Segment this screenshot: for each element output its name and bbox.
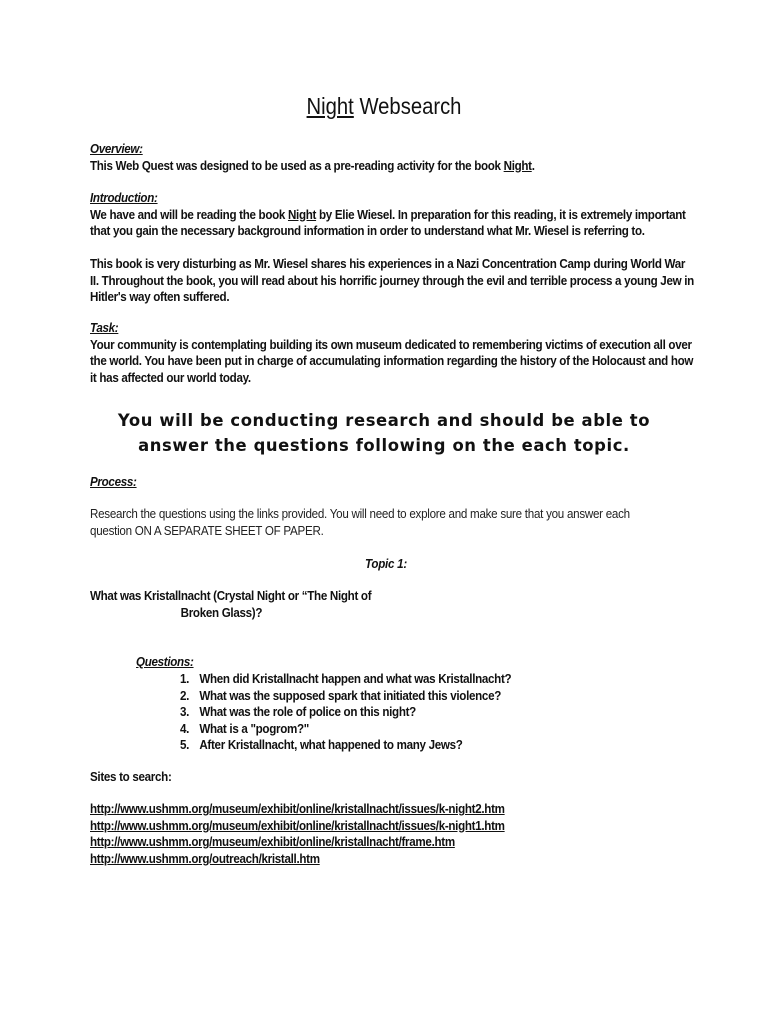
topic-heading-line-2: Broken Glass)? [180,604,263,620]
overview-book-name: Night [503,157,532,173]
research-callout [0,408,768,458]
task-section [90,320,768,386]
overview-section [90,141,768,174]
introduction-para2-line-1: This book is very disturbing as Mr. Wiesel shares his experiences in a Nazi Concentration Camp during World War [90,256,686,271]
site-link[interactable]: http://www.ushmm.org/museum/exhibit/online/kristallnacht/issues/k-night1.htm [90,817,505,833]
introduction-para2-line-3: Hitler's way often suffered. [90,289,230,304]
topic-heading-line-1: What was Kristallnacht (Crystal Night or “The Night of [90,588,372,603]
introduction-section [90,190,768,306]
site-link[interactable]: http://www.ushmm.org/museum/exhibit/online/kristallnacht/issues/k-night2.htm [90,801,505,816]
questions-section [136,654,768,671]
process-text [90,506,703,539]
process-label: Process: [90,474,137,489]
question-item: 5. After Kristallnacht, what happened to many Jews? [180,737,463,752]
sites-label: Sites to search: [90,769,172,784]
page-title [0,93,768,120]
task-line-1: Your community is contemplating building its own museum dedicated to remembering victims of execution all over [90,336,692,352]
process-line-1: Research the questions using the links provided. You will need to explore and make sure that you answer each [90,506,630,521]
sites-links [90,801,768,867]
question-item: 1. When did Kristallnacht happen and what was Kristallnacht? [180,671,512,686]
questions-list [180,671,556,754]
spacer [90,240,694,257]
title-rest: Websearch [353,93,462,119]
callout-line-1: You will be conducting research and should be able to [117,411,651,430]
site-link[interactable]: http://www.ushmm.org/outreach/kristall.htm [90,850,320,866]
question-item: 2. What was the supposed spark that initiated this violence? [180,687,502,703]
introduction-line-1: We have and will be reading the book Night by Elie Wiesel. In preparation for this reading, it is extremely important [90,206,686,222]
introduction-para2-line-2: II. Throughout the book, you will read about his horrific journey through the evil and terrible process a young Jew in [90,272,694,288]
task-line-2: the world. You have been put in charge of accumulating information regarding the history of the Holocaust and how [90,353,694,368]
introduction-line-2: that you gain the necessary background information in order to understand what Mr. Wiesel is referring to. [90,223,645,238]
topic-1-label: Topic 1: [365,556,407,571]
question-item: 3. What was the role of police on this night? [180,704,416,719]
introduction-label: Introduction: [90,190,158,205]
overview-label: Overview: [90,141,143,156]
process-line-2: question ON A SEPARATE SHEET OF PAPER. [90,522,324,538]
task-line-3: it has affected our world today. [90,369,251,385]
site-link[interactable]: http://www.ushmm.org/museum/exhibit/online/kristallnacht/frame.htm [90,834,455,849]
introduction-book-name: Night [287,206,317,222]
overview-text: This Web Quest was designed to be used as a pre-reading activity for the book Night. [90,157,535,173]
task-label: Task: [90,320,119,335]
topic-1-heading [90,588,768,621]
questions-label: Questions: [136,654,194,669]
callout-line-2: answer the questions following on the each topic. [138,436,630,455]
title-book-name: Night [306,93,354,119]
question-item: 4. What is a "pogrom?" [180,720,309,736]
sites-section [90,769,768,786]
process-section [90,474,768,491]
